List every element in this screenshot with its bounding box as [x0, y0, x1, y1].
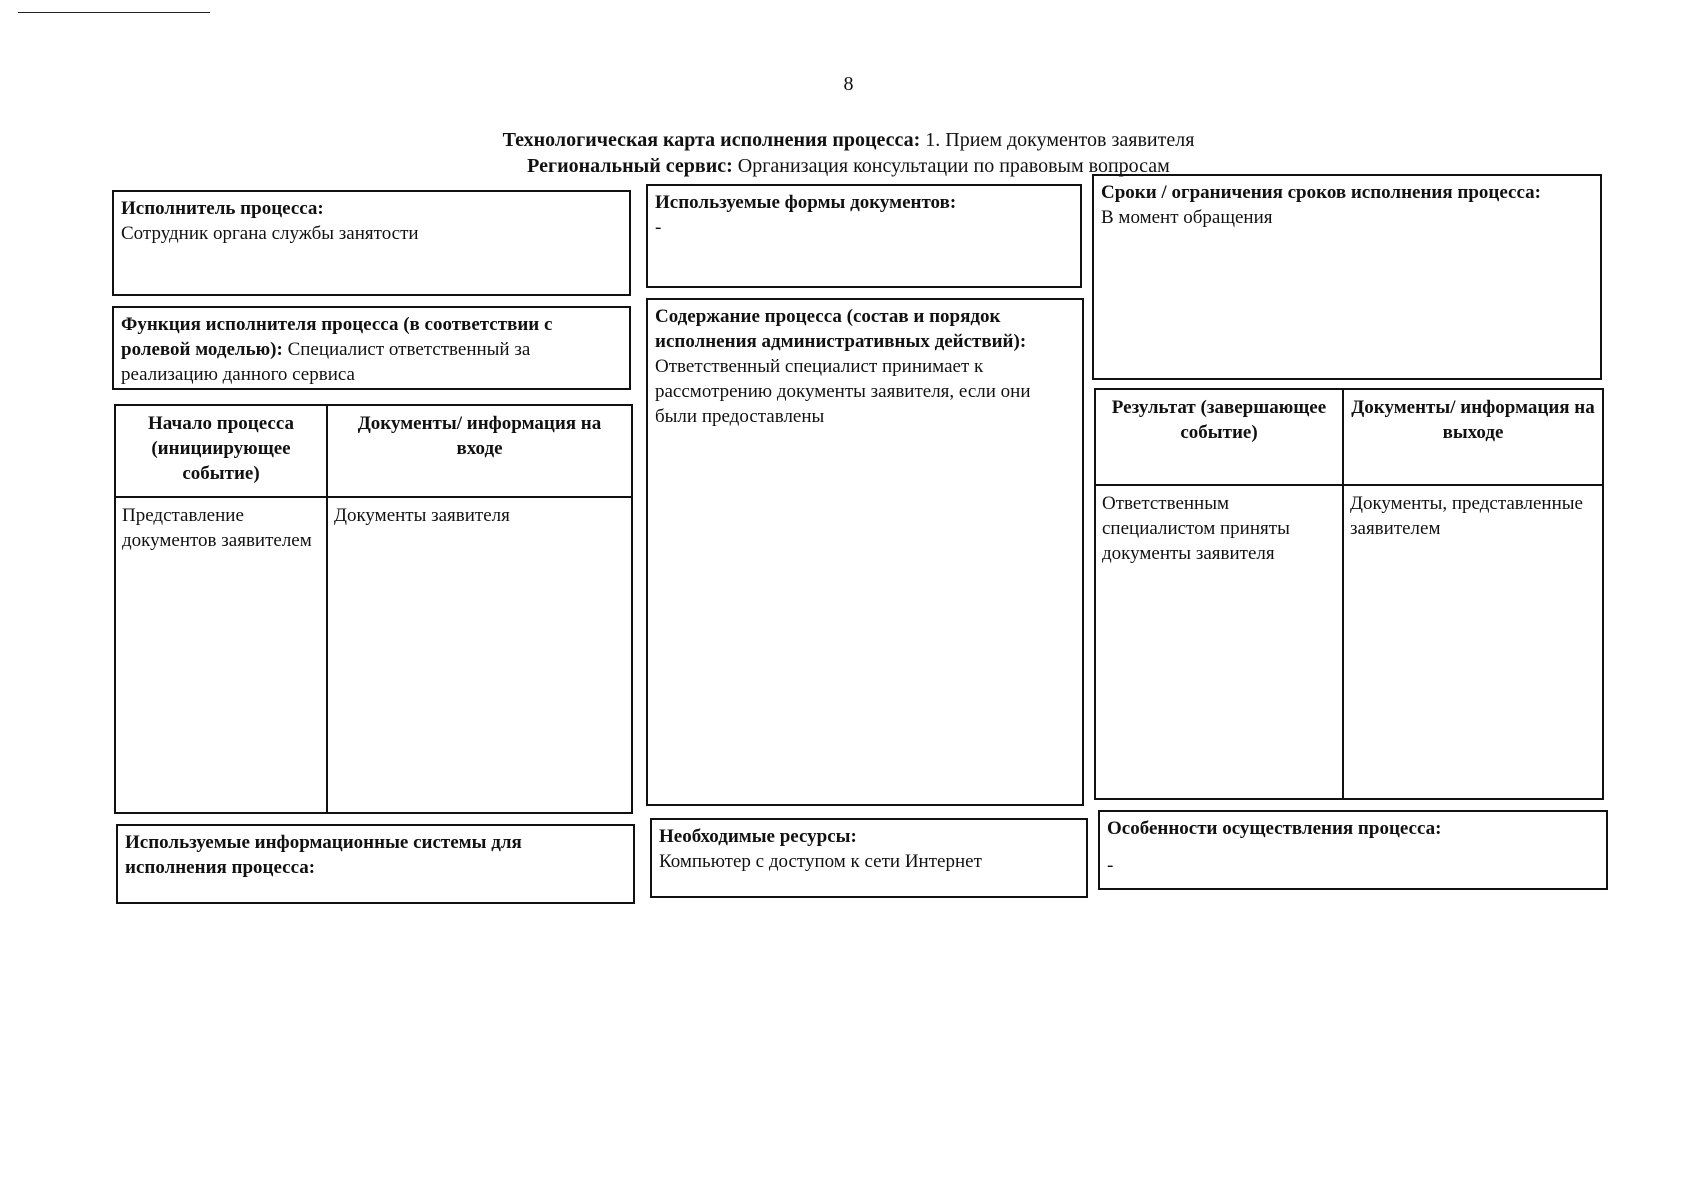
function-value: Специалист ответственный за реализацию данного сервиса — [121, 339, 531, 385]
map-title — [0, 128, 1697, 153]
start-col1-value: Представление документов заявителем — [116, 498, 328, 812]
service-title-value: Организация консультации по правовым вопросам — [737, 155, 1170, 177]
map-title-value: 1. Прием документов заявителя — [925, 129, 1195, 151]
resources-label: Необходимые ресурсы: — [659, 826, 857, 847]
features-value: - — [1107, 855, 1114, 876]
deadline-label: Сроки / ограничения сроков исполнения процесса: — [1101, 182, 1541, 203]
content-label: Содержание процесса (состав и порядок исполнения административных действий): — [655, 306, 1027, 352]
deadline-value: В момент обращения — [1101, 207, 1273, 228]
result-table — [1094, 388, 1604, 800]
result-col1-value: Ответственным специалистом приняты документы заявителя — [1096, 486, 1344, 798]
result-col1-header: Результат (завершающее событие) — [1096, 390, 1344, 486]
result-col2-value: Документы, представленные заявителем — [1350, 493, 1583, 539]
top-rule — [18, 12, 210, 13]
start-col2-value: Документы заявителя — [334, 505, 510, 526]
function-box — [112, 306, 631, 390]
content-box — [646, 298, 1084, 806]
start-table — [114, 404, 633, 814]
executor-label: Исполнитель процесса: — [121, 198, 324, 219]
result-col2-header: Документы/ информация на выходе — [1344, 390, 1602, 486]
service-title-label: Региональный сервис: — [527, 155, 733, 177]
executor-box — [112, 190, 631, 296]
features-box — [1098, 810, 1608, 890]
start-col2-header: Документы/ информация на входе — [328, 406, 631, 498]
info-systems-label: Используемые информационные системы для исполнения процесса: — [125, 832, 522, 878]
executor-value: Сотрудник органа службы занятости — [121, 223, 419, 244]
resources-box — [650, 818, 1088, 898]
map-title-label: Технологическая карта исполнения процесса: — [502, 129, 921, 151]
info-systems-box — [116, 824, 635, 904]
function-label: Функция исполнителя процесса (в соответствии с ролевой моделью): — [121, 314, 553, 360]
resources-value: Компьютер с доступом к сети Интернет — [659, 851, 982, 872]
features-label: Особенности осуществления процесса: — [1107, 818, 1442, 839]
start-col1-header: Начало процесса (инициирующее событие) — [116, 406, 328, 498]
page-number: 8 — [843, 73, 854, 95]
content-value: Ответственный специалист принимает к рассмотрению документы заявителя, если они были предоставлены — [655, 356, 1031, 427]
forms-box — [646, 184, 1082, 288]
forms-label: Используемые формы документов: — [655, 192, 957, 213]
deadline-box — [1092, 174, 1602, 380]
forms-value: - — [655, 217, 662, 238]
